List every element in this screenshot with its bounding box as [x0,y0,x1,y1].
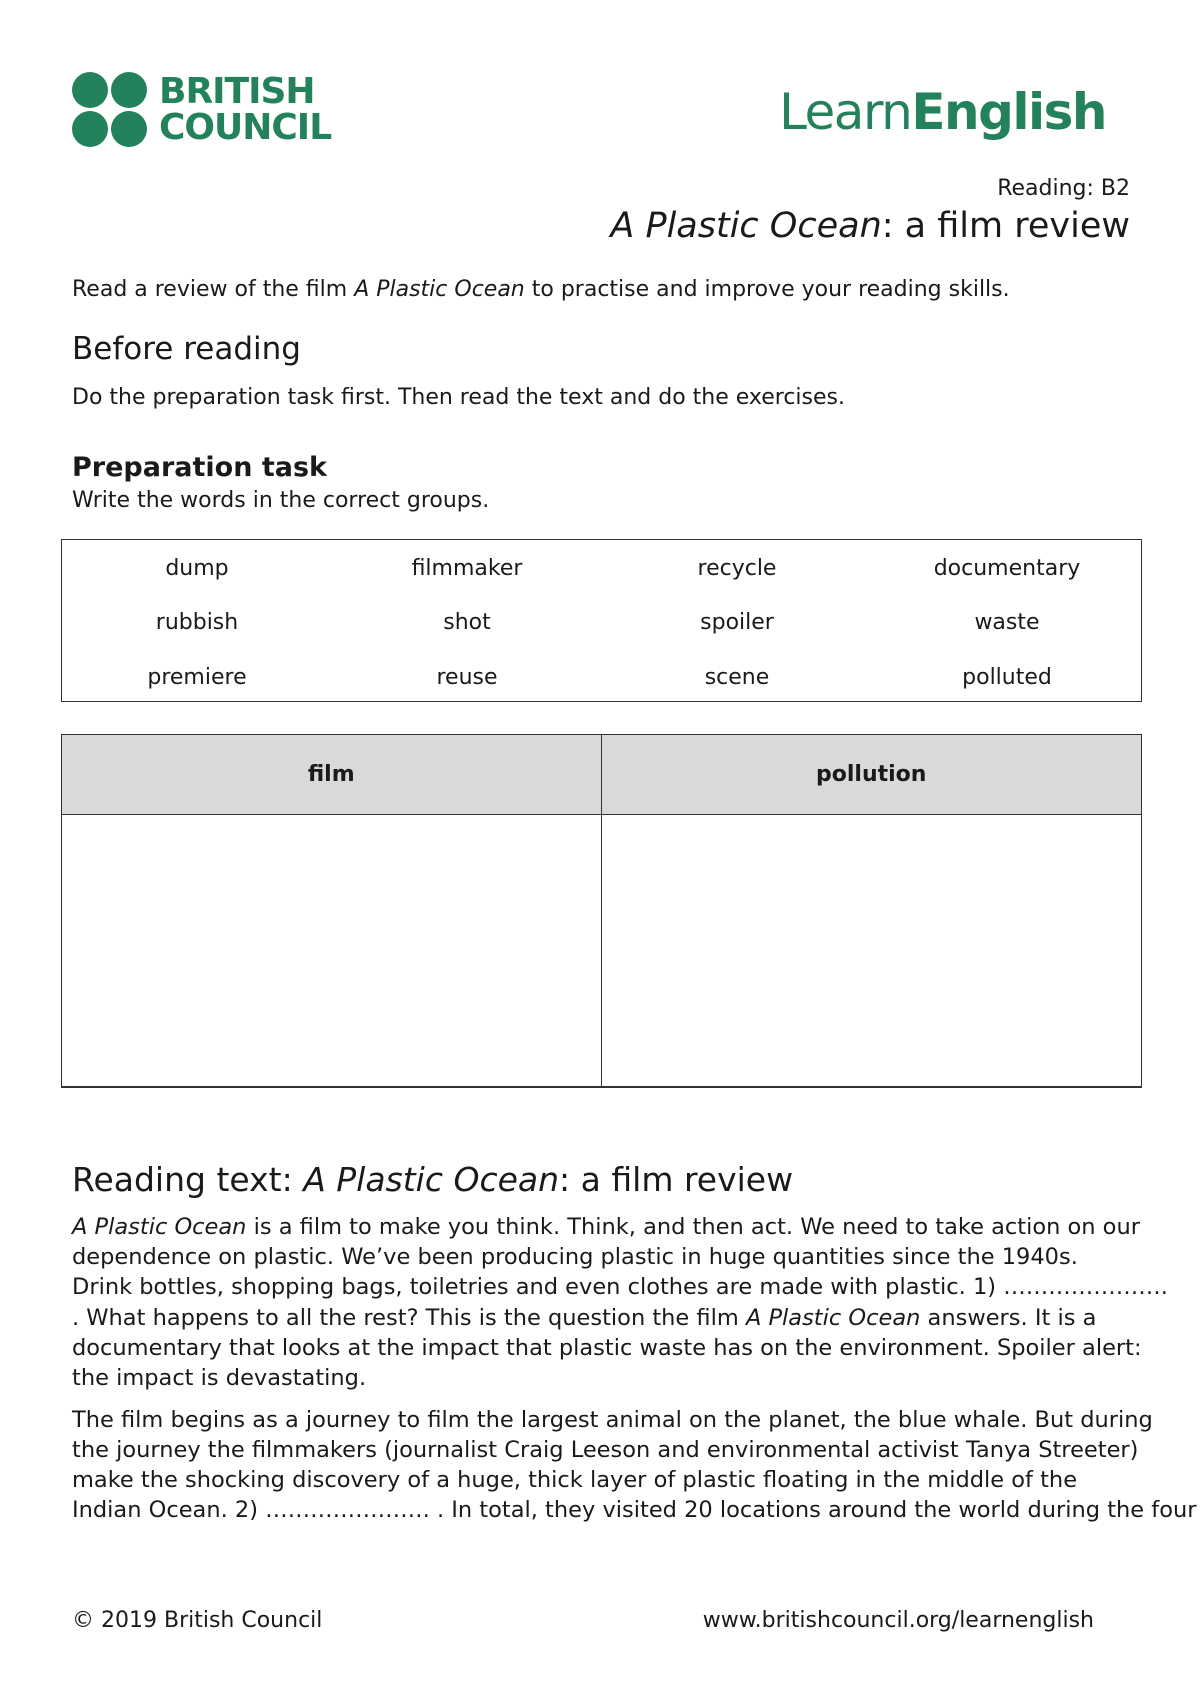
reading-italic: A Plastic Ocean [745,1305,921,1331]
word-item: polluted [962,665,1052,690]
word-item: reuse [436,665,498,690]
reading-span: answers. It is a [920,1305,1097,1331]
preparation-task-heading: Preparation task [72,452,327,483]
page-title-rest: : a film review [881,206,1130,246]
word-item: spoiler [700,610,774,635]
page-title-italic: A Plastic Ocean [610,206,882,246]
reading-heading-italic: A Plastic Ocean [303,1160,560,1199]
reading-line: the journey the filmmakers (journalist Craig Leeson and environmental activist Tanya Streeter) [72,1437,1139,1463]
british-council-wordmark [159,70,332,148]
reading-line: the impact is devastating. [72,1365,367,1391]
groups-table [61,734,1142,1088]
groups-cell-pollution[interactable] [602,815,1142,1086]
reading-line: documentary that looks at the impact that plastic waste has on the environment. Spoiler alert: [72,1335,1142,1361]
word-item: waste [974,610,1040,635]
word-item: dump [165,556,229,581]
word-item: documentary [933,556,1081,581]
learnenglish-logo [779,82,1106,142]
logo-dot [72,72,108,108]
british-council-line1: BRITISH [159,70,315,112]
footer-url[interactable]: www.britishcouncil.org/learnenglish [702,1608,1094,1633]
page-title [610,206,1130,246]
before-reading-text: Do the preparation task first. Then read the text and do the exercises. [72,385,845,410]
learnenglish-logo-learn: Learn [779,83,912,141]
reading-heading-prefix: Reading text: [72,1160,304,1199]
groups-header-pollution: pollution [602,735,1142,815]
logo-dot [72,111,108,147]
level-label: Reading: B2 [997,176,1130,201]
reading-line: Drink bottles, shopping bags, toiletries and even clothes are made with plastic. 1) …………………. [72,1274,1168,1300]
intro-text [72,277,1010,302]
reading-text-heading [72,1160,793,1199]
reading-line [72,1214,1140,1240]
british-council-dots-icon [72,72,147,147]
logo-dot [111,72,147,108]
reading-line: make the shocking discovery of a huge, thick layer of plastic floating in the middle of the [72,1467,1078,1493]
reading-line [72,1305,1096,1331]
intro-after: to practise and improve your reading skills. [524,277,1010,302]
learnenglish-logo-english: English [911,83,1106,141]
word-item: recycle [697,556,777,581]
reading-line: dependence on plastic. We’ve been producing plastic in huge quantities since the 1940s. [72,1244,1078,1270]
british-council-logo [72,72,331,147]
groups-cell-film[interactable] [62,815,602,1086]
reading-span: . What happens to all the rest? This is the question the film [72,1305,746,1331]
word-item: rubbish [155,610,239,635]
word-box [61,539,1142,702]
word-item: scene [704,665,770,690]
word-item: shot [443,610,491,635]
intro-before: Read a review of the film [72,277,355,302]
reading-line: The film begins as a journey to film the largest animal on the planet, the blue whale. But during [72,1407,1153,1433]
preparation-task-instruction: Write the words in the correct groups. [72,488,490,513]
word-item: filmmaker [411,556,523,581]
word-item: premiere [147,665,247,690]
reading-span: is a film to make you think. Think, and then act. We need to take action on our [246,1214,1140,1240]
before-reading-heading: Before reading [72,331,301,367]
british-council-line2: COUNCIL [159,106,332,148]
footer-copyright: © 2019 British Council [72,1608,323,1633]
intro-italic: A Plastic Ocean [354,277,525,302]
reading-heading-suffix: : a film review [559,1160,794,1199]
groups-header-film: film [62,735,602,815]
logo-dot [111,111,147,147]
reading-line: Indian Ocean. 2) …………………. . In total, they visited 20 locations around the world during the four [72,1497,1197,1523]
reading-italic: A Plastic Ocean [72,1214,247,1240]
